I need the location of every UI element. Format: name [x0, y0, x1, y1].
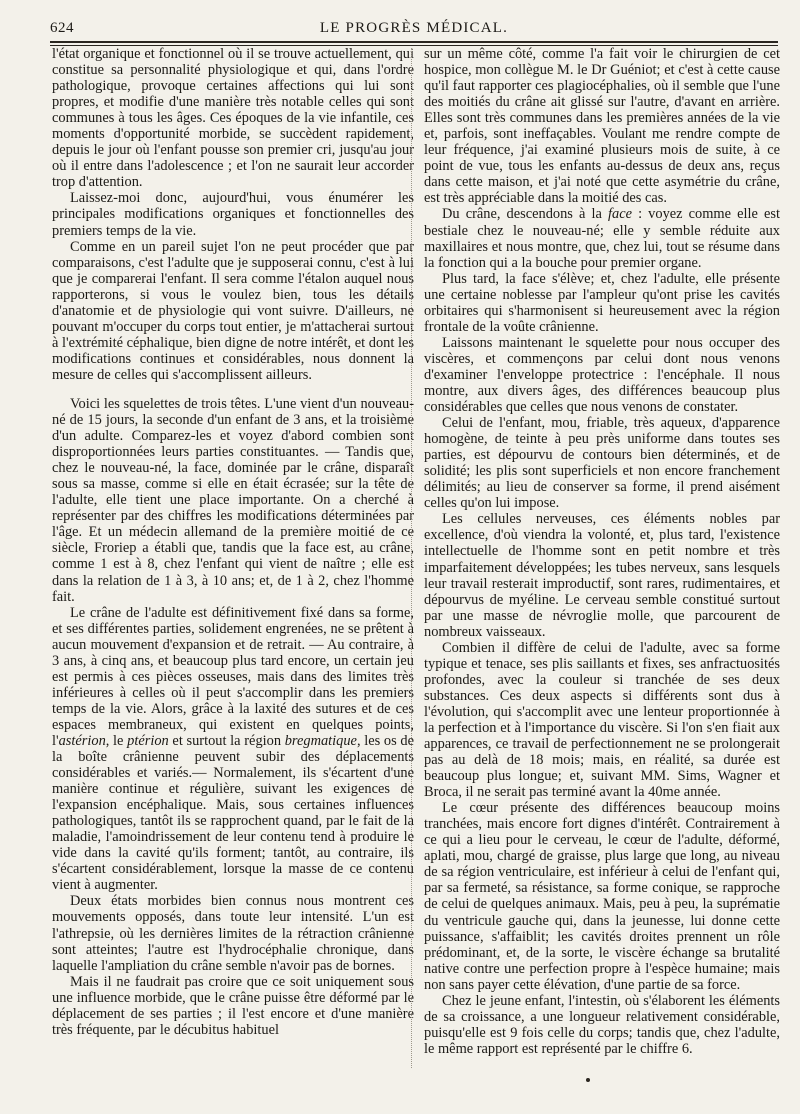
paragraph: Celui de l'enfant, mou, friable, très aqueux, d'apparence homogène, de teinte à peu près uniforme dans toutes ses parties, est dépourvu de contours bien déterminés, et de solidité; les plis sont superficiels et non encore franchement délimités; au lieu de conserver sa forme, il prend aisément celles qu'on lui impose.: [424, 415, 780, 512]
term-bregmatique: bregmatique: [284, 732, 357, 749]
paragraph: Laissons maintenant le squelette pour nous occuper des viscères, et commençons par celui dont nous venons d'examiner l'enveloppe protectrice : l'encéphale. Il nous montre, aux divers âges, des différences beaucoup plus considérables que celles que nous venons de constater.: [424, 334, 780, 416]
header-rule-thick: [50, 41, 778, 43]
paragraph-text: Voici les squelettes de trois têtes. L'une vient d'un nouveau-né de 15 jours, la seconde d'un enfant de 3 ans, et la troisième d'un adulte. Comparez-les et voyez d'abord combien sont disproportionnées leurs parties constituantes. — Tandis que, chez le nouveau-né, la face, dominée par le crâne, disparaît sous sa masse, comme si elle en était écrasée; sur la tête de l'adulte, elle tient une place importante. On a cherché à représenter par des chiffres les modifications déterminées par l'âge. Et un médecin allemand de la première moitié de ce siècle, Froriep a établi que, tandis que la face est, au crâne, comme 1 est à 8, chez l'enfant qui vient de naître ; elle est dans la relation de 1 à 3, à 10 ans; et, de 1 à 2, chez l'homme fait.: [52, 395, 414, 605]
paragraph-text: et surtout la région: [168, 732, 285, 749]
paragraph: [52, 396, 414, 605]
paragraph: Chez le jeune enfant, l'intestin, où s'élaborent les éléments de sa croissance, a une longueur relativement considérable, puisqu'elle est 9 fois celle du corps; tandis que, chez l'adulte, le même rapport est représenté par le chiffre 6.: [424, 992, 780, 1057]
term-face: face: [608, 206, 632, 223]
paragraph: l'état organique et fonctionnel où il se trouve actuellement, qui constitue sa personnalité physiologique et qui, dans l'ordre pathologique, provoque certaines affections qui lui sont propres, et modifie d'une manière très notable celles qui sont communes à tous les âges. Ces époques de la vie infantile, ces moments d'opportunité morbide, se succèdent rapidement, depuis le jour où l'enfant pousse son premier cri, jusqu'au jour où il entre dans l'adolescence ; et l'on ne saurait leur accorder trop d'attention.: [52, 46, 414, 191]
paragraph: Les cellules nerveuses, ces éléments nobles par excellence, d'où viendra la volonté, et, plus tard, l'existence intellectuelle de l'homme sont en petit nombre et très imparfaitement développées; les tubes nerveux, sans lesquels leur travail resterait improductif, sont rares, rudimentaires, et dépourvus de myéline. Le cerveau semble constitué surtout par une masse de névroglie molle, que parcourent de nombreux vaisseaux.: [424, 511, 780, 640]
page-header: [50, 20, 778, 42]
paragraph-text: : voyez comme elle est bestiale chez le nouveau-né; elle y semble réduite aux maxillaires et nous montre, que, chez lui, tout se résume dans la fonction qui a la bouche pour premier organe.: [424, 206, 780, 271]
paragraph: sur un même côté, comme l'a fait voir le chirurgien de cet hospice, mon collègue M. le Dr Guéniot; et c'est à cette cause qu'il faut rapporter ces plagiocéphalies, où il semble que l'une des moitiés du crâne ait glissé sur l'autre, d'avant en arrière. Elles sont très communes dans les premières années de la vie et, parfois, sont ineffaçables. Voulant me rendre compte de leur fréquence, j'ai examiné plusieurs mois de suite, à ce point de vue, tous les enfants au-dessus de deux ans, reçus dans cette maison, et j'ai noté que cette asymétrie du crâne, est très appréciable dans la moitié des cas.: [424, 46, 780, 207]
paragraph-text: , le: [105, 732, 128, 749]
page-number: 624: [50, 20, 74, 36]
paragraph: Laissez-moi donc, aujourd'hui, vous énumérer les principales modifications organiques et fonctionnelles des premiers temps de la vie.: [52, 190, 414, 239]
paragraph: Mais il ne faudrait pas croire que ce soit uniquement sous une influence morbide, que le crâne puisse être déformé par le déplacement de ses parties ; il l'est encore et d'une manière très fréquente, par le décubitus habituel: [52, 973, 414, 1038]
column-divider: [411, 48, 412, 1068]
paragraph: Le cœur présente des différences beaucoup moins tranchées, mais encore fort dignes d'intérêt. Contrairement à ce qui a lieu pour le cerveau, le cœur de l'adulte, déformé, aplati, mou, chargé de graisse, plus large que long, au niveau de sa région ventriculaire, est inférieur à celui de l'enfant qui, par sa fermeté, sa résistance, sa forme conique, se rapproche de celui de quelques animaux. Mais, peu à peu, la suprématie du ventricule gauche qui, dans la jeunesse, lui donne cette puissance, s'affaiblit; les cavités droites prennent un rôle prédominant, et, de la sorte, le viscère échange sa brutalité native contre une perfection propre à l'espèce humaine; mais non sans payer cette élévation, d'une partie de sa force.: [424, 800, 780, 993]
term-asterion: astérion: [58, 732, 106, 749]
paragraph: [424, 206, 780, 270]
paragraph: Comme en un pareil sujet l'on ne peut procéder que par comparaisons, c'est l'adulte que je supposerai connu, c'est à lui que je comparerai l'enfant. Il sera comme l'étalon auquel nous rapporterons, si vous le voulez bien, tous les détails d'anatomie et de physiologie qui vont suivre. D'ailleurs, ne pouvant m'occuper du corps tout entier, je m'attacherai surtout à l'extrémité céphalique, bien digne de notre intérêt, et dont les modifications continues et considérables, nous donnent la mesure de celles qui s'accomplissent ailleurs.: [52, 238, 414, 383]
ink-dot: [586, 1078, 590, 1082]
paragraph: Combien il diffère de celui de l'adulte, avec sa forme typique et tenace, ses plis saillants et fixes, ses anfractuosités profondes, avec la couleur si tranchée de ses deux substances. Ces deux aspects si différents sont dus à l'évolution, qui s'accomplit avec une lenteur proportionnée à la perfection et à l'importance du viscère. Si l'on s'en fiait aux apparences, ce travail de perfectionnement ne se prolongerait pas au delà de 18 mois; mais, en réalité, sa durée est beaucoup plus longue; et, suivant MM. Sims, Wagner et Broca, il ne serait pas terminé avant la 40me année.: [424, 639, 780, 801]
paragraph: Deux états morbides bien connus nous montrent ces mouvements opposés, dans toute leur intensité. L'un est l'athrepsie, où les dernières limites de la rétraction crânienne sont atteintes; l'autre est l'hydrocéphalie chronique, dans laquelle l'ampliation du crâne semble n'avoir pas de bornes.: [52, 893, 414, 974]
paragraph-text: , les os de la boîte crânienne peuvent subir des déplacements considérables et variés.— Normalement, ils s'écartent d'une manière continue et régulière, suivant les exigences de l'expansion encéphalique. Mais, sous certaines influences pathologiques, tantôt ils se rapprochent quand, par le fait de la maladie, l'amoindrissement de leur contenu tend à produire le vide dans la cavité qu'ils forment; tantôt, au contraire, ils s'écartent considérablement, lorsque la masse de ce contenu vient à augmenter.: [52, 732, 415, 894]
paragraph-text: Du crâne, descendons à la: [442, 206, 608, 223]
term-pterion: ptérion: [127, 732, 169, 749]
left-column: [52, 46, 414, 1038]
paragraph-text: Le crâne de l'adulte est définitivement fixé dans sa forme, et ses différentes parties, solidement engrenées, ne se prêtent à aucun mouvement d'expansion et de retrait. — Au contraire, à 3 ans, à cinq ans, et beaucoup plus tard encore, un certain jeu est permis à ces pièces osseuses, mais dans des limites très inférieures à celles où il peut s'accomplir dans les premiers temps de la vie. Alors, grâce à la laxité des sutures et de ces espaces membraneux, qui existent en quelques points, l': [52, 604, 414, 749]
paragraph: [52, 605, 414, 894]
right-column: [424, 46, 780, 1057]
running-title: LE PROGRÈS MÉDICAL.: [319, 20, 509, 36]
paragraph: Plus tard, la face s'élève; et, chez l'adulte, elle présente une certaine noblesse par l'ampleur qu'ont prise les cavités orbitaires qui s'harmonisent si heureusement avec la région frontale de la voûte crânienne.: [424, 270, 780, 335]
